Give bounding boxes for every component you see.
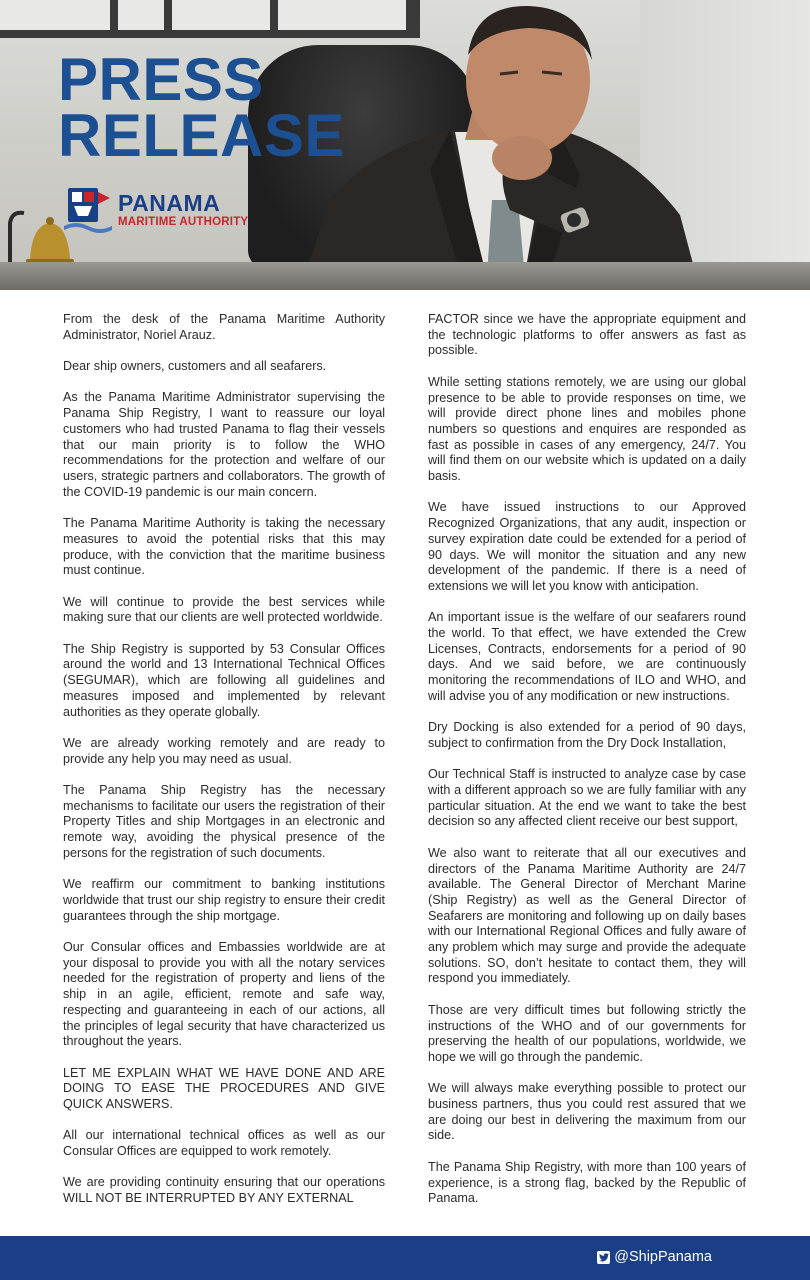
- paragraph: All our international technical offices as well as our Consular Offices are equipped to work remotely.: [63, 1128, 385, 1159]
- paragraph: The Ship Registry is supported by 53 Consular Offices around the world and 13 International Technical Offices (SEGUMAR), which are following all guidelines and measures imposed and implemented by relevant authorities as they operate globally.: [63, 641, 385, 719]
- logo-word-panama: PANAMA: [118, 190, 221, 216]
- logo-word-maritime-authority: MARITIME AUTHORITY: [118, 216, 249, 228]
- paragraph: While setting stations remotely, we are using our global presence to be able to provide responses on time, we will provide direct phone lines and mobiles phone numbers so questions and enquires are responded as fast as possible in cases of any emergency, 24/7. You will find them on our website which is updated on a daily basis.: [428, 374, 746, 484]
- paragraph: Those are very difficult times but following strictly the instructions of the WHO and of our governments for preserving the health of our populations, worldwide, we hope we will go through the pandemic.: [428, 1002, 746, 1064]
- paragraph: We reaffirm our commitment to banking institutions worldwide that trust our ship registry to ensure their credit guarantees through the ship mortgage.: [63, 877, 385, 923]
- paragraph: We also want to reiterate that all our executives and directors of the Panama Maritime Authority are 24/7 available. The General Director of Merchant Marine (Ship Registry) as well as the General Director of Seafarers are monitoring and following up on daily bases with our International Regional Offices and fully aware of any problem which may surge and provide the adequate solutions. SO, don’t hesitate to contact them, they will respond you immediately.: [428, 845, 746, 986]
- hero-photo: [0, 0, 810, 290]
- paragraph: FACTOR since we have the appropriate equipment and the technologic platforms to offer answers as fast as possible.: [428, 312, 746, 358]
- twitter-handle-link[interactable]: [597, 1249, 712, 1265]
- twitter-handle: @ShipPanama: [614, 1249, 712, 1265]
- paragraph: Our Consular offices and Embassies worldwide are at your disposal to provide you with all the notary services needed for the registration of property and liens of the ship in an agile, efficient, remote and safe way, respecting and guaranteeing in each of our actions, all the principles of legal security that have characterized us throughout the years.: [63, 939, 385, 1049]
- desk: [0, 262, 810, 290]
- paragraph: We will always make everything possible to protect our business partners, thus you could rest assured that we are doing our best in delivering the maximum from our side.: [428, 1081, 746, 1143]
- paragraph: Dry Docking is also extended for a period of 90 days, subject to confirmation from the Dry Dock Installation,: [428, 720, 746, 750]
- paragraph: We are already working remotely and are ready to provide any help you may need as usual.: [63, 735, 385, 766]
- paragraph: Our Technical Staff is instructed to analyze case by case with a different approach so we are fully familiar with any particular situation. At the end we want to take the best decision so any affected client receive our best support,: [428, 767, 746, 829]
- title-line-press: PRESS: [58, 46, 264, 113]
- footer-bar: [0, 1236, 810, 1280]
- twitter-icon: [597, 1251, 610, 1264]
- title-line-release: RELEASE: [58, 102, 345, 169]
- paragraph: We will continue to provide the best services while making sure that our clients are well protected worldwide.: [63, 594, 385, 625]
- paragraph: The Panama Ship Registry has the necessary mechanisms to facilitate our users the registration of their Property Titles and ship Mortgages in an electronic and remote way, avoiding the physical presence of the persons for the registration of such documents.: [63, 782, 385, 860]
- maritime-authority-emblem-icon: [62, 184, 114, 236]
- paragraph: Dear ship owners, customers and all seafarers.: [63, 359, 327, 374]
- paragraph: An important issue is the welfare of our seafarers round the world. To that effect, we have extended the Crew Licenses, Contracts, endorsements for a period of 90 days. And we said before, we are continuously monitoring the recommendations of ILO and WHO, and will advise you of any modification or new instructions.: [428, 610, 746, 703]
- left-text-column: [63, 312, 385, 1223]
- paragraph: We are providing continuity ensuring that our operations WILL NOT BE INTERRUPTED BY ANY EXTERNAL: [63, 1175, 385, 1206]
- paragraph-heading: LET ME EXPLAIN WHAT WE HAVE DONE AND ARE DOING TO EASE THE PROCEDURES AND GIVE QUICK ANSWERS.: [63, 1065, 385, 1111]
- panama-maritime-authority-logo: [62, 184, 248, 236]
- paragraph: The Panama Maritime Authority is taking the necessary measures to avoid the potential risks that this may produce, with the conviction that the maritime business must continue.: [63, 516, 385, 578]
- paragraph: From the desk of the Panama Maritime Authority Administrator, Noriel Arauz.: [63, 312, 385, 342]
- right-text-column: [428, 312, 746, 1223]
- paragraph: The Panama Ship Registry, with more than 100 years of experience, is a strong flag, backed by the Republic of Panama.: [428, 1159, 746, 1206]
- page-title: [58, 46, 345, 169]
- paragraph: We have issued instructions to our Approved Recognized Organizations, that any audit, inspection or survey expiration date could be extended for a period of 90 days. We will monitor the situation and any new development of the pandemic. If there is a need of extensions we will let you know with anticipation.: [428, 500, 746, 593]
- paragraph: As the Panama Maritime Administrator supervising the Panama Ship Registry, I want to reassure our loyal customers who had trusted Panama to flag their vessels that our main priority is to follow the WHO recommendations for the protection and welfare of our users, strategic partners and collaborators. The growth of the COVID-19 pandemic is our main concern.: [63, 390, 385, 499]
